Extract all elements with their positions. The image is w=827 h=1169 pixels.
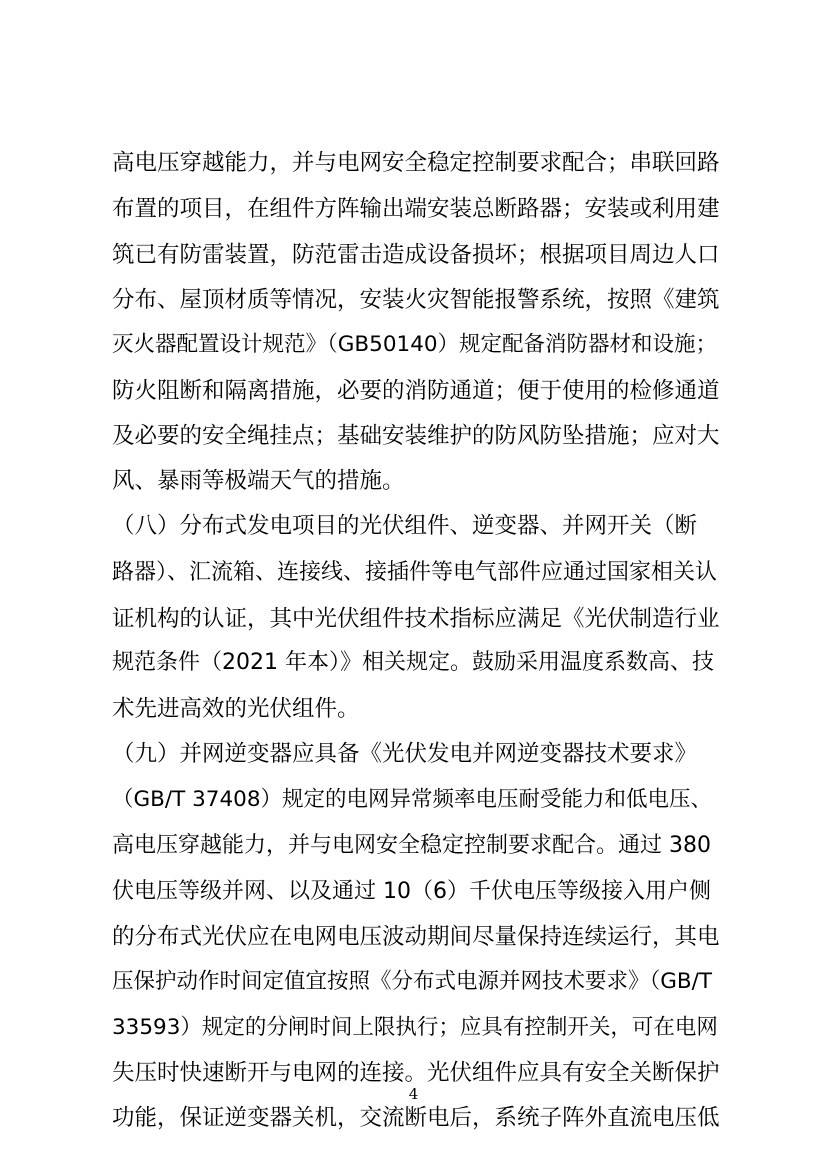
text-line: 分布、屋顶材质等情况，安装火灾智能报警系统，按照《建筑: [112, 287, 720, 313]
text-line: 布置的项目，在组件方阵输出端安装总断路器；安装或利用建: [112, 196, 720, 222]
text-line: （GB/T 37408）规定的电网异常频率电压耐受能力和低电压、: [112, 787, 713, 812]
text-line: 规范条件（2021 年本）》相关规定。鼓励采用温度系数高、技: [112, 650, 714, 675]
text-line: 高电压穿越能力，并与电网安全稳定控制要求配合。通过 380: [112, 833, 711, 858]
text-line: 路器）、汇流箱、连接线、接插件等电气部件应通过国家相关认: [112, 560, 718, 585]
page-number: 4: [408, 1085, 419, 1103]
text-line: 灭火器配置设计规范》（GB50140）规定配备消防器材和设施；: [112, 332, 718, 357]
text-line: 的分布式光伏应在电网电压波动期间尽量保持连续运行，其电: [112, 924, 720, 950]
text-line: 失压时快速断开与电网的连接。光伏组件应具有安全关断保护: [112, 1060, 720, 1086]
text-line: 伏电压等级并网、以及通过 10（6）千伏电压等级接入用户侧: [112, 879, 711, 904]
text-line: （九）并网逆变器应具备《光伏发电并网逆变器技术要求》: [112, 741, 698, 767]
text-line: 防火阻断和隔离措施，必要的消防通道；便于使用的检修通道: [112, 378, 720, 404]
text-line: 风、暴雨等极端天气的措施。: [112, 468, 405, 494]
text-line: 筑已有防雷装置，防范雷击造成设备损坏；根据项目周边人口: [112, 242, 720, 268]
text-line: 功能，保证逆变器关机，交流断电后，系统子阵外直流电压低: [112, 1105, 720, 1131]
text-line: 压保护动作时间定值宜按照《分布式电源并网技术要求》（GB/T: [112, 969, 713, 994]
text-line: 术先进高效的光伏组件。: [112, 696, 360, 722]
text-line: 33593）规定的分闸时间上限执行；应具有控制开关，可在电网: [112, 1015, 718, 1040]
text-line: 高电压穿越能力，并与电网安全稳定控制要求配合；串联回路: [112, 150, 720, 176]
text-line: （八）分布式发电项目的光伏组件、逆变器、并网开关（断: [112, 513, 698, 539]
text-line: 及必要的安全绳挂点；基础安装维护的防风防坠措施；应对大: [112, 423, 720, 449]
text-line: 证机构的认证，其中光伏组件技术指标应满足《光伏制造行业: [112, 606, 720, 632]
